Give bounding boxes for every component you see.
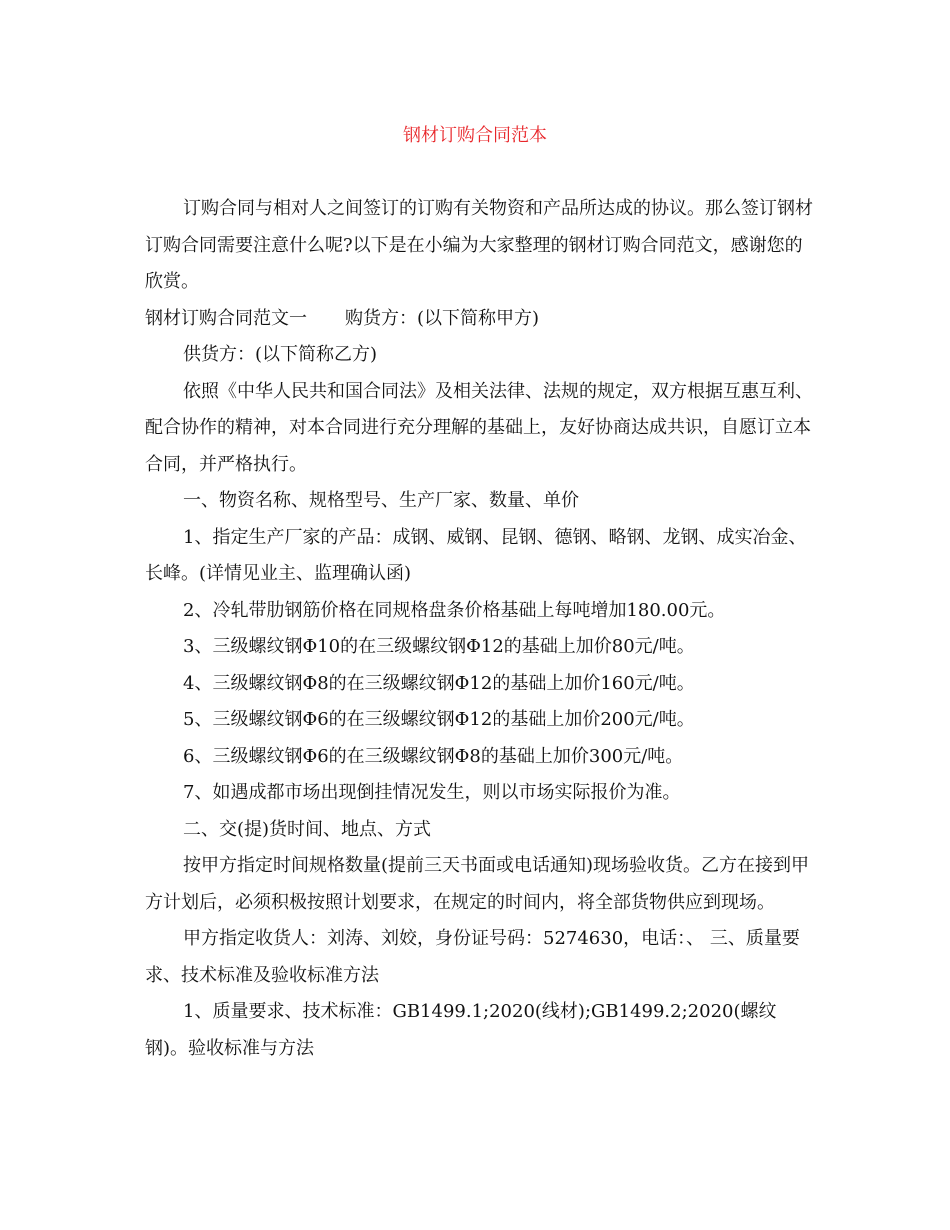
section-heading-1: 一、物资名称、规格型号、生产厂家、数量、单价 — [183, 490, 579, 511]
document-body — [145, 191, 813, 1067]
buyer-label: 购货方：(以下简称甲方) — [345, 307, 540, 329]
paragraph-sample-heading — [145, 301, 813, 338]
clause-1-7: 7、如遇成都市场出现倒挂情况发生，则以市场实际报价为准。 — [183, 782, 681, 803]
clause-2-delivery: 按甲方指定时间规格数量(提前三天书面或电话通知)现场验收货。乙方在接到甲方计划后，必须积极按照计划要求，在规定的时间内，将全部货物供应到现场。 — [145, 855, 810, 913]
clause-1-2: 2、冷轧带肋钢筋价格在同规格盘条价格基础上每吨增加180.00元。 — [183, 599, 726, 621]
clause-1-5: 5、三级螺纹钢Φ6的在三级螺纹钢Φ12的基础上加价200元/吨。 — [183, 709, 695, 730]
clause-1-1: 1、指定生产厂家的产品：成钢、威钢、昆钢、德钢、略钢、龙钢、成实冶金、长峰。(详情见业主、监理确认函) — [145, 526, 807, 584]
paragraph-intro: 订购合同与相对人之间签订的订购有关物资和产品所达成的协议。那么签订钢材订购合同需要注意什么呢?以下是在小编为大家整理的钢材订购合同范文，感谢您的欣赏。 — [145, 198, 813, 292]
clause-1-6: 6、三级螺纹钢Φ6的在三级螺纹钢Φ8的基础上加价300元/吨。 — [183, 745, 684, 767]
clause-1-3: 3、三级螺纹钢Φ10的在三级螺纹钢Φ12的基础上加价80元/吨。 — [183, 636, 695, 657]
document-title: 钢材订购合同范本 — [403, 125, 547, 146]
paragraph-supplier: 供货方：(以下简称乙方) — [183, 344, 378, 365]
clause-1-4: 4、三级螺纹钢Φ8的在三级螺纹钢Φ12的基础上加价160元/吨。 — [183, 672, 695, 694]
sample-title: 钢材订购合同范文一 — [145, 307, 307, 329]
section-heading-2: 二、交(提)货时间、地点、方式 — [183, 818, 432, 840]
paragraph-legal-basis: 依照《中华人民共和国合同法》及相关法律、法规的规定，双方根据互惠互利、配合协作的精神，对本合同进行充分理解的基础上，友好协商达成共识，自愿订立本合同，并严格执行。 — [145, 380, 813, 475]
clause-2-receiver: 甲方指定收货人：刘涛、刘姣，身份证号码：5274630，电话：、 三、质量要求、技术标准及验收标准方法 — [145, 928, 800, 986]
clause-3-1: 1、质量要求、技术标准：GB1499.1;2020(线材);GB1499.2;2020(螺纹钢)。验收标准与方法 — [145, 1001, 777, 1059]
